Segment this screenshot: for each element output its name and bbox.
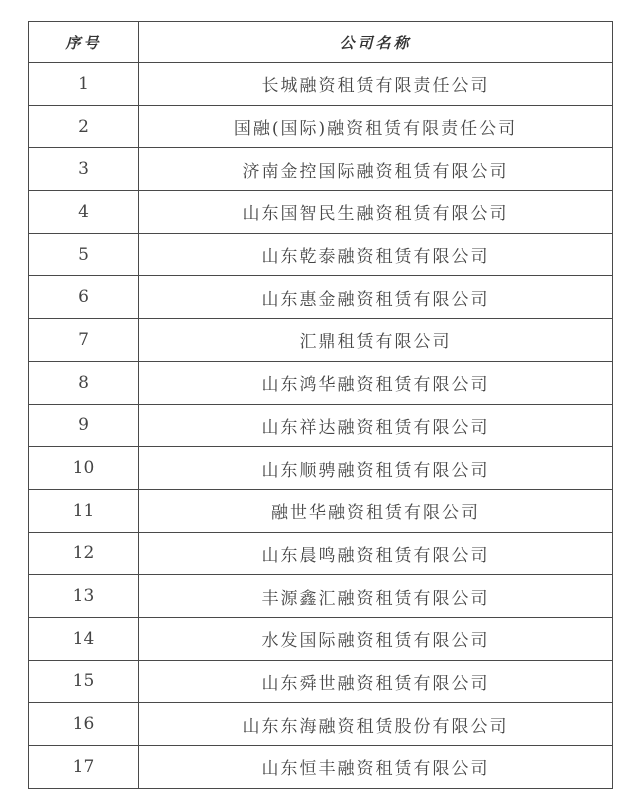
company-name-cell: 水发国际融资租赁有限公司 <box>139 617 613 660</box>
row-index-cell: 14 <box>29 617 139 660</box>
row-index-cell: 16 <box>29 703 139 746</box>
table-row <box>29 105 613 148</box>
company-name-cell: 丰源鑫汇融资租赁有限公司 <box>139 575 613 618</box>
table-row <box>29 532 613 575</box>
table-row <box>29 575 613 618</box>
company-name-cell: 国融(国际)融资租赁有限责任公司 <box>139 105 613 148</box>
company-name-cell: 山东舜世融资租赁有限公司 <box>139 660 613 703</box>
row-index-cell: 8 <box>29 361 139 404</box>
row-index-cell: 7 <box>29 319 139 362</box>
table-row <box>29 447 613 490</box>
table-row <box>29 617 613 660</box>
row-index-cell: 4 <box>29 191 139 234</box>
table-row <box>29 489 613 532</box>
row-index-cell: 6 <box>29 276 139 319</box>
table-row <box>29 746 613 789</box>
table-row <box>29 276 613 319</box>
company-name-cell: 山东乾泰融资租赁有限公司 <box>139 233 613 276</box>
company-name-cell: 山东鸿华融资租赁有限公司 <box>139 361 613 404</box>
company-name-cell: 山东晨鸣融资租赁有限公司 <box>139 532 613 575</box>
row-index-cell: 2 <box>29 105 139 148</box>
company-name-cell: 山东惠金融资租赁有限公司 <box>139 276 613 319</box>
row-index-cell: 3 <box>29 148 139 191</box>
table-row <box>29 233 613 276</box>
company-name-cell: 山东顺骋融资租赁有限公司 <box>139 447 613 490</box>
row-index-cell: 17 <box>29 746 139 789</box>
table-body <box>29 63 613 789</box>
row-index-cell: 15 <box>29 660 139 703</box>
header-company-name: 公司名称 <box>139 22 613 63</box>
row-index-cell: 12 <box>29 532 139 575</box>
company-name-cell: 融世华融资租赁有限公司 <box>139 489 613 532</box>
company-table <box>28 21 613 789</box>
table-row <box>29 660 613 703</box>
company-name-cell: 山东恒丰融资租赁有限公司 <box>139 746 613 789</box>
table-row <box>29 404 613 447</box>
table-row <box>29 703 613 746</box>
row-index-cell: 5 <box>29 233 139 276</box>
header-index: 序号 <box>29 22 139 63</box>
table-header-row <box>29 22 613 63</box>
company-table-container <box>28 21 612 789</box>
row-index-cell: 10 <box>29 447 139 490</box>
table-row <box>29 319 613 362</box>
table-row <box>29 361 613 404</box>
company-name-cell: 山东祥达融资租赁有限公司 <box>139 404 613 447</box>
company-name-cell: 济南金控国际融资租赁有限公司 <box>139 148 613 191</box>
table-row <box>29 191 613 234</box>
company-name-cell: 长城融资租赁有限责任公司 <box>139 63 613 106</box>
row-index-cell: 1 <box>29 63 139 106</box>
company-name-cell: 汇鼎租赁有限公司 <box>139 319 613 362</box>
company-name-cell: 山东国智民生融资租赁有限公司 <box>139 191 613 234</box>
company-name-cell: 山东东海融资租赁股份有限公司 <box>139 703 613 746</box>
row-index-cell: 11 <box>29 489 139 532</box>
row-index-cell: 13 <box>29 575 139 618</box>
table-row <box>29 63 613 106</box>
row-index-cell: 9 <box>29 404 139 447</box>
table-row <box>29 148 613 191</box>
